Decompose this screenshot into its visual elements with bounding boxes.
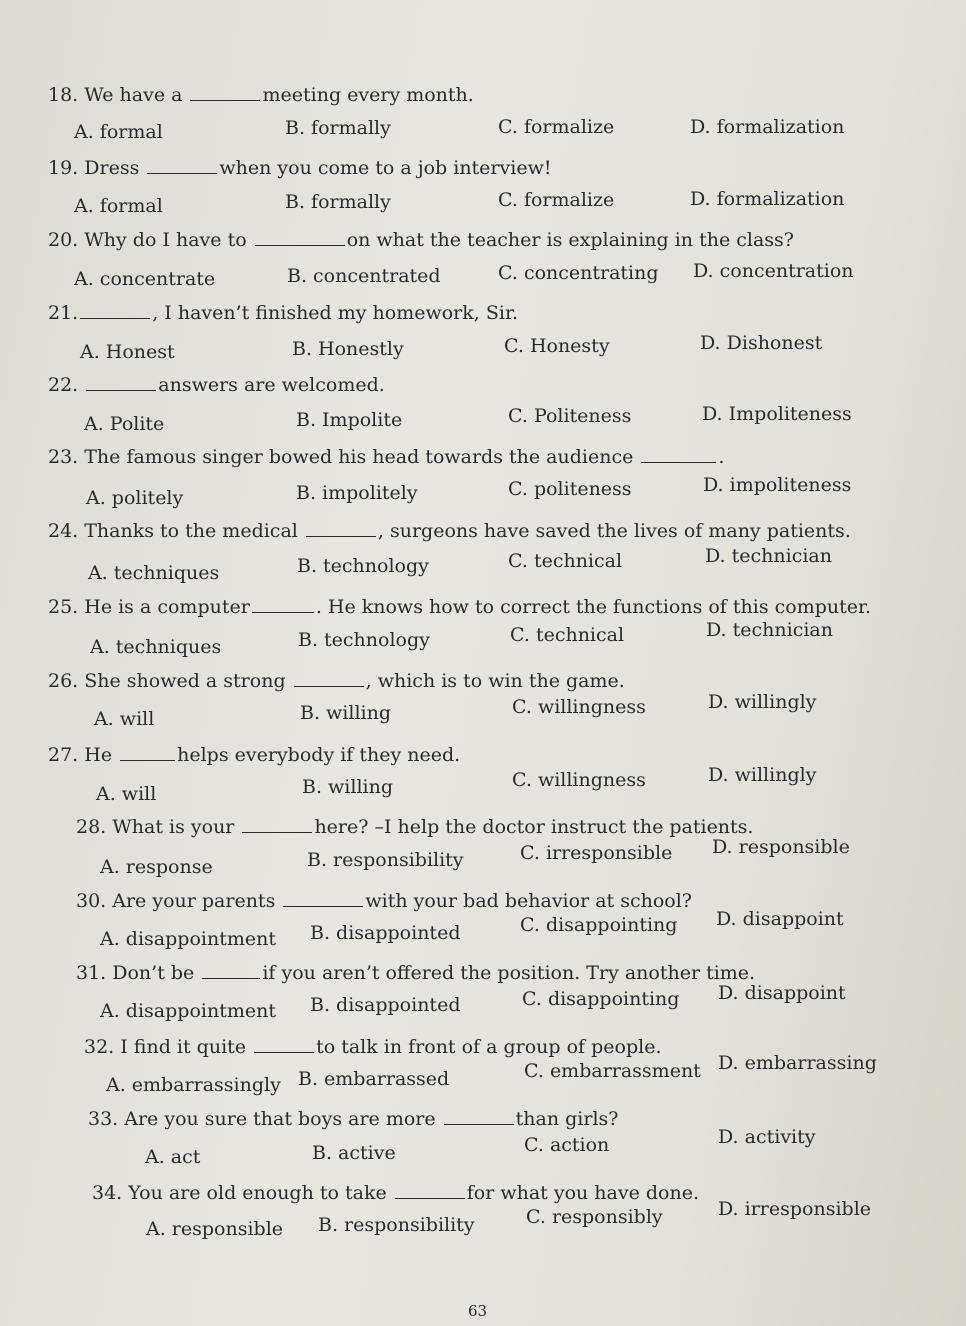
answer-blank[interactable] xyxy=(444,1110,514,1125)
option-c[interactable]: C. action xyxy=(524,1134,610,1156)
option-c[interactable]: C. technical xyxy=(510,624,625,646)
option-b[interactable]: B. Honestly xyxy=(292,338,404,360)
option-d[interactable]: D. Dishonest xyxy=(700,332,823,354)
option-b[interactable]: B. disappointed xyxy=(310,922,461,944)
question-30: 30. Are your parents with your bad behavior at school? xyxy=(76,890,692,912)
answer-blank[interactable] xyxy=(255,231,345,246)
option-b[interactable]: B. concentrated xyxy=(287,265,441,287)
question-34: 34. You are old enough to take for what you have done. xyxy=(92,1182,700,1204)
question-25: 25. He is a computer . He knows how to correct the functions of this computer. xyxy=(48,596,872,618)
option-b[interactable]: B. impolitely xyxy=(296,482,418,504)
option-c[interactable]: C. politeness xyxy=(508,478,632,500)
option-c[interactable]: C. formalize xyxy=(498,189,615,211)
option-b[interactable]: B. active xyxy=(312,1142,396,1164)
option-a[interactable]: A. responsible xyxy=(146,1218,284,1240)
option-a[interactable]: A. disappointment xyxy=(100,928,276,950)
option-a[interactable]: A. Polite xyxy=(84,413,165,435)
question-19: 19. Dress when you come to a job interview! xyxy=(48,157,552,179)
option-c[interactable]: C. responsibly xyxy=(526,1206,663,1228)
page-number: 63 xyxy=(468,1302,488,1320)
option-a[interactable]: A. techniques xyxy=(88,562,220,584)
option-c[interactable]: C. technical xyxy=(508,550,623,572)
answer-blank[interactable] xyxy=(252,598,314,613)
option-a[interactable]: A. embarrassingly xyxy=(106,1074,281,1096)
question-22: 22. answers are welcomed. xyxy=(48,374,385,396)
option-b[interactable]: B. responsibility xyxy=(318,1214,475,1236)
question-32: 32. I find it quite to talk in front of a group of people. xyxy=(84,1036,662,1058)
option-d[interactable]: D. disappoint xyxy=(716,908,844,930)
option-d[interactable]: D. irresponsible xyxy=(718,1198,872,1220)
option-d[interactable]: D. willingly xyxy=(708,691,817,713)
option-d[interactable]: D. disappoint xyxy=(718,982,846,1004)
answer-blank[interactable] xyxy=(294,672,364,687)
option-a[interactable]: A. disappointment xyxy=(100,1000,276,1022)
option-a[interactable]: A. will xyxy=(94,708,155,730)
option-d[interactable]: D. formalization xyxy=(690,116,845,138)
option-c[interactable]: C. Politeness xyxy=(508,405,632,427)
answer-blank[interactable] xyxy=(202,964,260,979)
option-c[interactable]: C. Honesty xyxy=(504,335,610,357)
option-a[interactable]: A. will xyxy=(96,783,157,805)
option-c[interactable]: C. formalize xyxy=(498,116,615,138)
option-d[interactable]: D. Impoliteness xyxy=(702,403,852,425)
option-d[interactable]: D. activity xyxy=(718,1126,816,1148)
option-a[interactable]: A. concentrate xyxy=(74,268,216,290)
question-27: 27. He helps everybody if they need. xyxy=(48,744,461,766)
question-28: 28. What is your here? –I help the doctor instruct the patients. xyxy=(76,816,754,838)
option-c[interactable]: C. willingness xyxy=(512,769,646,791)
option-c[interactable]: C. embarrassment xyxy=(524,1060,701,1082)
option-b[interactable]: B. disappointed xyxy=(310,994,461,1016)
answer-blank[interactable] xyxy=(86,376,156,391)
option-d[interactable]: D. concentration xyxy=(693,260,854,282)
answer-blank[interactable] xyxy=(147,159,217,174)
option-c[interactable]: C. concentrating xyxy=(498,262,659,284)
option-a[interactable]: A. techniques xyxy=(90,636,222,658)
question-31: 31. Don’t be if you aren’t offered the position. Try another time. xyxy=(76,962,756,984)
question-23: 23. The famous singer bowed his head towards the audience . xyxy=(48,446,725,468)
option-b[interactable]: B. responsibility xyxy=(307,849,464,871)
option-a[interactable]: A. formal xyxy=(74,195,163,217)
answer-blank[interactable] xyxy=(641,448,716,463)
option-a[interactable]: A. Honest xyxy=(80,341,175,363)
answer-blank[interactable] xyxy=(306,522,376,537)
question-21: 21. , I haven’t finished my homework, Sir. xyxy=(48,302,518,324)
option-b[interactable]: B. technology xyxy=(298,629,430,651)
option-a[interactable]: A. formal xyxy=(74,121,163,143)
question-33: 33. Are you sure that boys are more than girls? xyxy=(88,1108,619,1130)
question-20: 20. Why do I have to on what the teacher is explaining in the class? xyxy=(48,229,794,251)
option-b[interactable]: B. formally xyxy=(285,117,391,139)
option-c[interactable]: C. irresponsible xyxy=(520,842,673,864)
option-d[interactable]: D. technician xyxy=(706,619,833,641)
option-a[interactable]: A. act xyxy=(145,1146,201,1168)
answer-blank[interactable] xyxy=(395,1184,465,1199)
option-b[interactable]: B. Impolite xyxy=(296,409,403,431)
option-b[interactable]: B. technology xyxy=(297,555,429,577)
answer-blank[interactable] xyxy=(80,304,150,319)
question-26: 26. She showed a strong , which is to win the game. xyxy=(48,670,625,692)
answer-blank[interactable] xyxy=(190,86,260,101)
option-c[interactable]: C. disappointing xyxy=(522,988,680,1010)
option-b[interactable]: B. willing xyxy=(300,702,392,724)
answer-blank[interactable] xyxy=(283,892,363,907)
option-d[interactable]: D. responsible xyxy=(712,836,850,858)
answer-blank[interactable] xyxy=(120,746,175,761)
option-b[interactable]: B. willing xyxy=(302,776,394,798)
option-b[interactable]: B. embarrassed xyxy=(298,1068,450,1090)
option-d[interactable]: D. technician xyxy=(705,545,832,567)
answer-blank[interactable] xyxy=(254,1038,314,1053)
question-24: 24. Thanks to the medical , surgeons have saved the lives of many patients. xyxy=(48,520,851,542)
option-b[interactable]: B. formally xyxy=(285,191,391,213)
option-d[interactable]: D. embarrassing xyxy=(718,1052,877,1074)
option-a[interactable]: A. response xyxy=(100,856,213,878)
option-d[interactable]: D. willingly xyxy=(708,764,817,786)
option-c[interactable]: C. willingness xyxy=(512,696,646,718)
question-18: 18. We have a meeting every month. xyxy=(48,84,474,106)
answer-blank[interactable] xyxy=(242,818,312,833)
option-c[interactable]: C. disappointing xyxy=(520,914,678,936)
option-a[interactable]: A. politely xyxy=(86,487,184,509)
option-d[interactable]: D. formalization xyxy=(690,188,845,210)
option-d[interactable]: D. impoliteness xyxy=(703,474,852,496)
